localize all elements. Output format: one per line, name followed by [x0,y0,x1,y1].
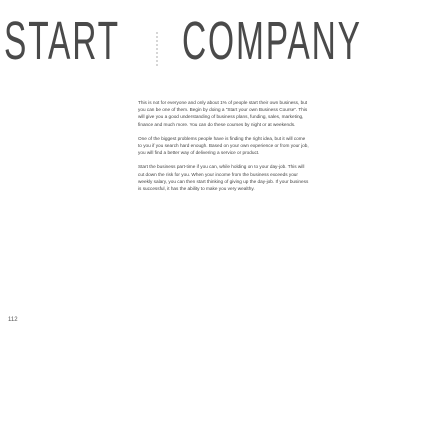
paragraph-3: Start the business part-time if you can, while holding on to your day-job. This will cut down the risk for you. When your income from the business exceeds your weekly salary, you can then start thinking of giving up the day-job. If your business is successful, it has the ability to make you very wealthy. [138,164,309,192]
paragraph-1: This is not for everyone and only about 1% of people start their own business, but you can be one of them. Begin by doing a “Start your own Business Course”. This will give you a good understanding of business plans, funding, sales, marketing, finance and much more. You can do these courses by night or at weekends. [138,100,308,127]
heading-word-start: START [4,11,120,71]
heading-divider-ornament [154,32,160,66]
paragraph-2: One of the biggest problems people have is finding the right idea, but it will come to you if you search hard enough. Based on your own experience or from your job, you will find a better way of delivering a service or product. [138,135,309,156]
page-number: 112 [8,317,18,323]
heading-word-company: COMPANY [182,11,362,71]
body-text [138,99,310,199]
page-heading [4,10,428,72]
